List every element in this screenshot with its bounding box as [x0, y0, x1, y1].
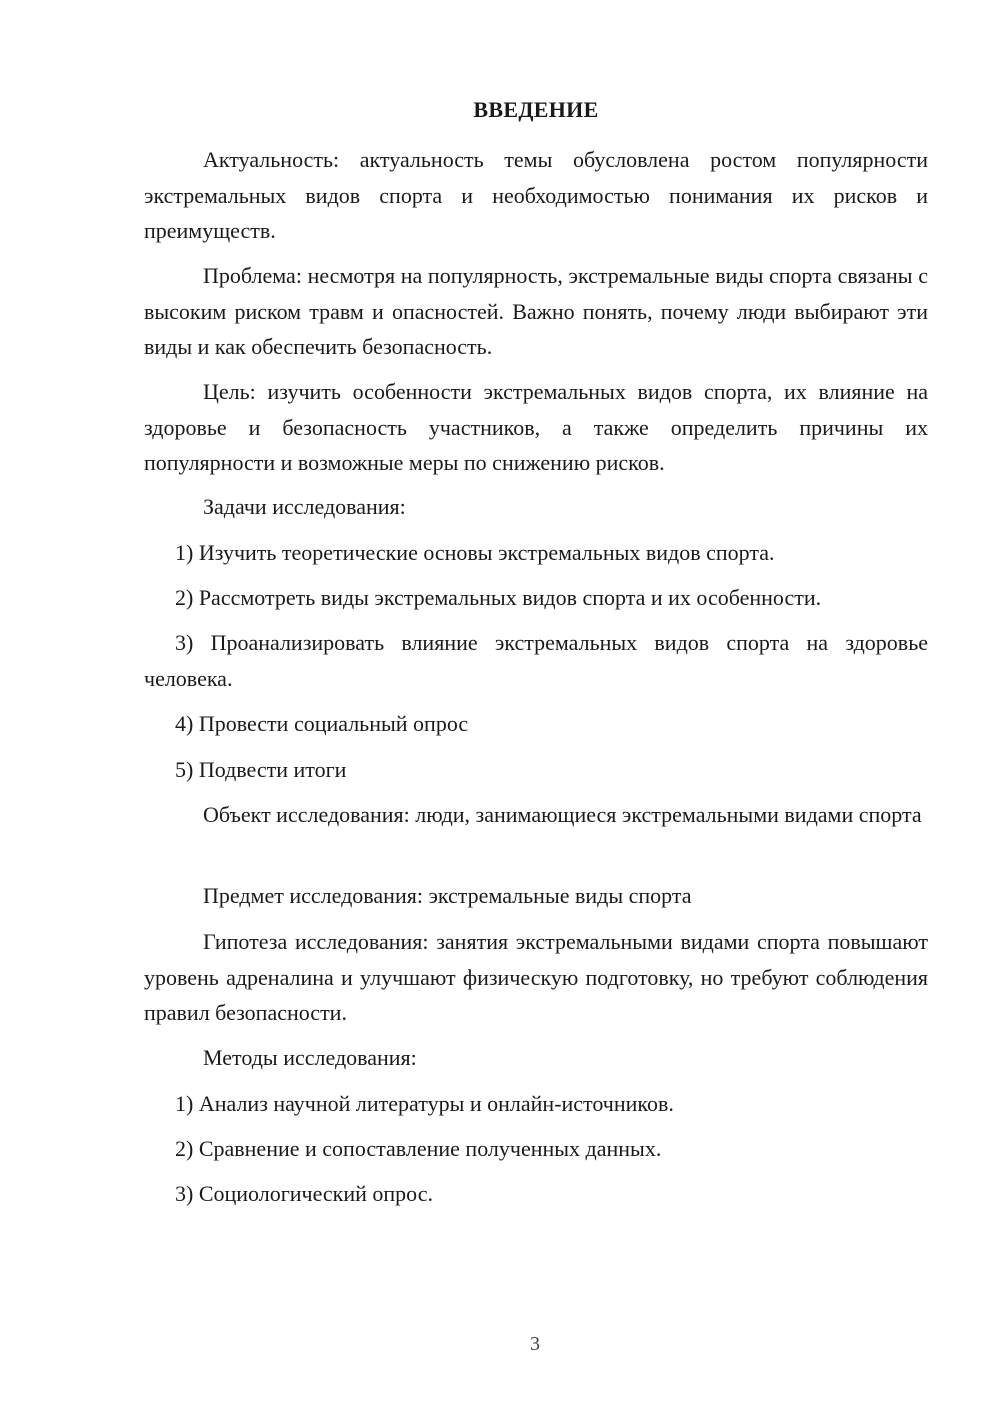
- relevance-paragraph: Актуальность: актуальность темы обусловлена ростом популярности экстремальных видов спорта и необходимостью понимания их рисков и преимуществ.: [144, 147, 928, 243]
- problem-paragraph: Проблема: несмотря на популярность, экстремальные виды спорта связаны с высоким риском травм и опасностей. Важно понять, почему люди выбирают эти виды и как обеспечить безопасность.: [144, 263, 928, 359]
- goal-paragraph: Цель: изучить особенности экстремальных видов спорта, их влияние на здоровье и безопасность участников, а также определить причины их популярности и возможные меры по снижению рисков.: [144, 379, 928, 475]
- task-item-3: 3) Проанализировать влияние экстремальных видов спорта на здоровье человека.: [144, 630, 928, 691]
- object-paragraph: Объект исследования: люди, занимающиеся экстремальными видами спорта: [203, 802, 922, 827]
- task-item-4: 4) Провести социальный опрос: [175, 711, 469, 736]
- methods-heading: Методы исследования:: [203, 1045, 417, 1070]
- method-item-1: 1) Анализ научной литературы и онлайн-источников.: [175, 1091, 674, 1116]
- tasks-heading: Задачи исследования:: [203, 494, 406, 519]
- task-item-1: 1) Изучить теоретические основы экстремальных видов спорта.: [175, 540, 775, 565]
- method-item-2: 2) Сравнение и сопоставление полученных данных.: [175, 1136, 662, 1161]
- section-title: ВВЕДЕНИЕ: [473, 97, 599, 122]
- task-item-2: 2) Рассмотреть виды экстремальных видов спорта и их особенности.: [175, 585, 822, 610]
- task-item-5: 5) Подвести итоги: [175, 757, 347, 782]
- subject-paragraph: Предмет исследования: экстремальные виды спорта: [203, 883, 692, 908]
- hypothesis-paragraph: Гипотеза исследования: занятия экстремальными видами спорта повышают уровень адреналина и улучшают физическую подготовку, но требуют соблюдения правил безопасности.: [144, 929, 928, 1025]
- page-number: 3: [530, 1333, 540, 1355]
- method-item-3: 3) Социологический опрос.: [175, 1181, 433, 1206]
